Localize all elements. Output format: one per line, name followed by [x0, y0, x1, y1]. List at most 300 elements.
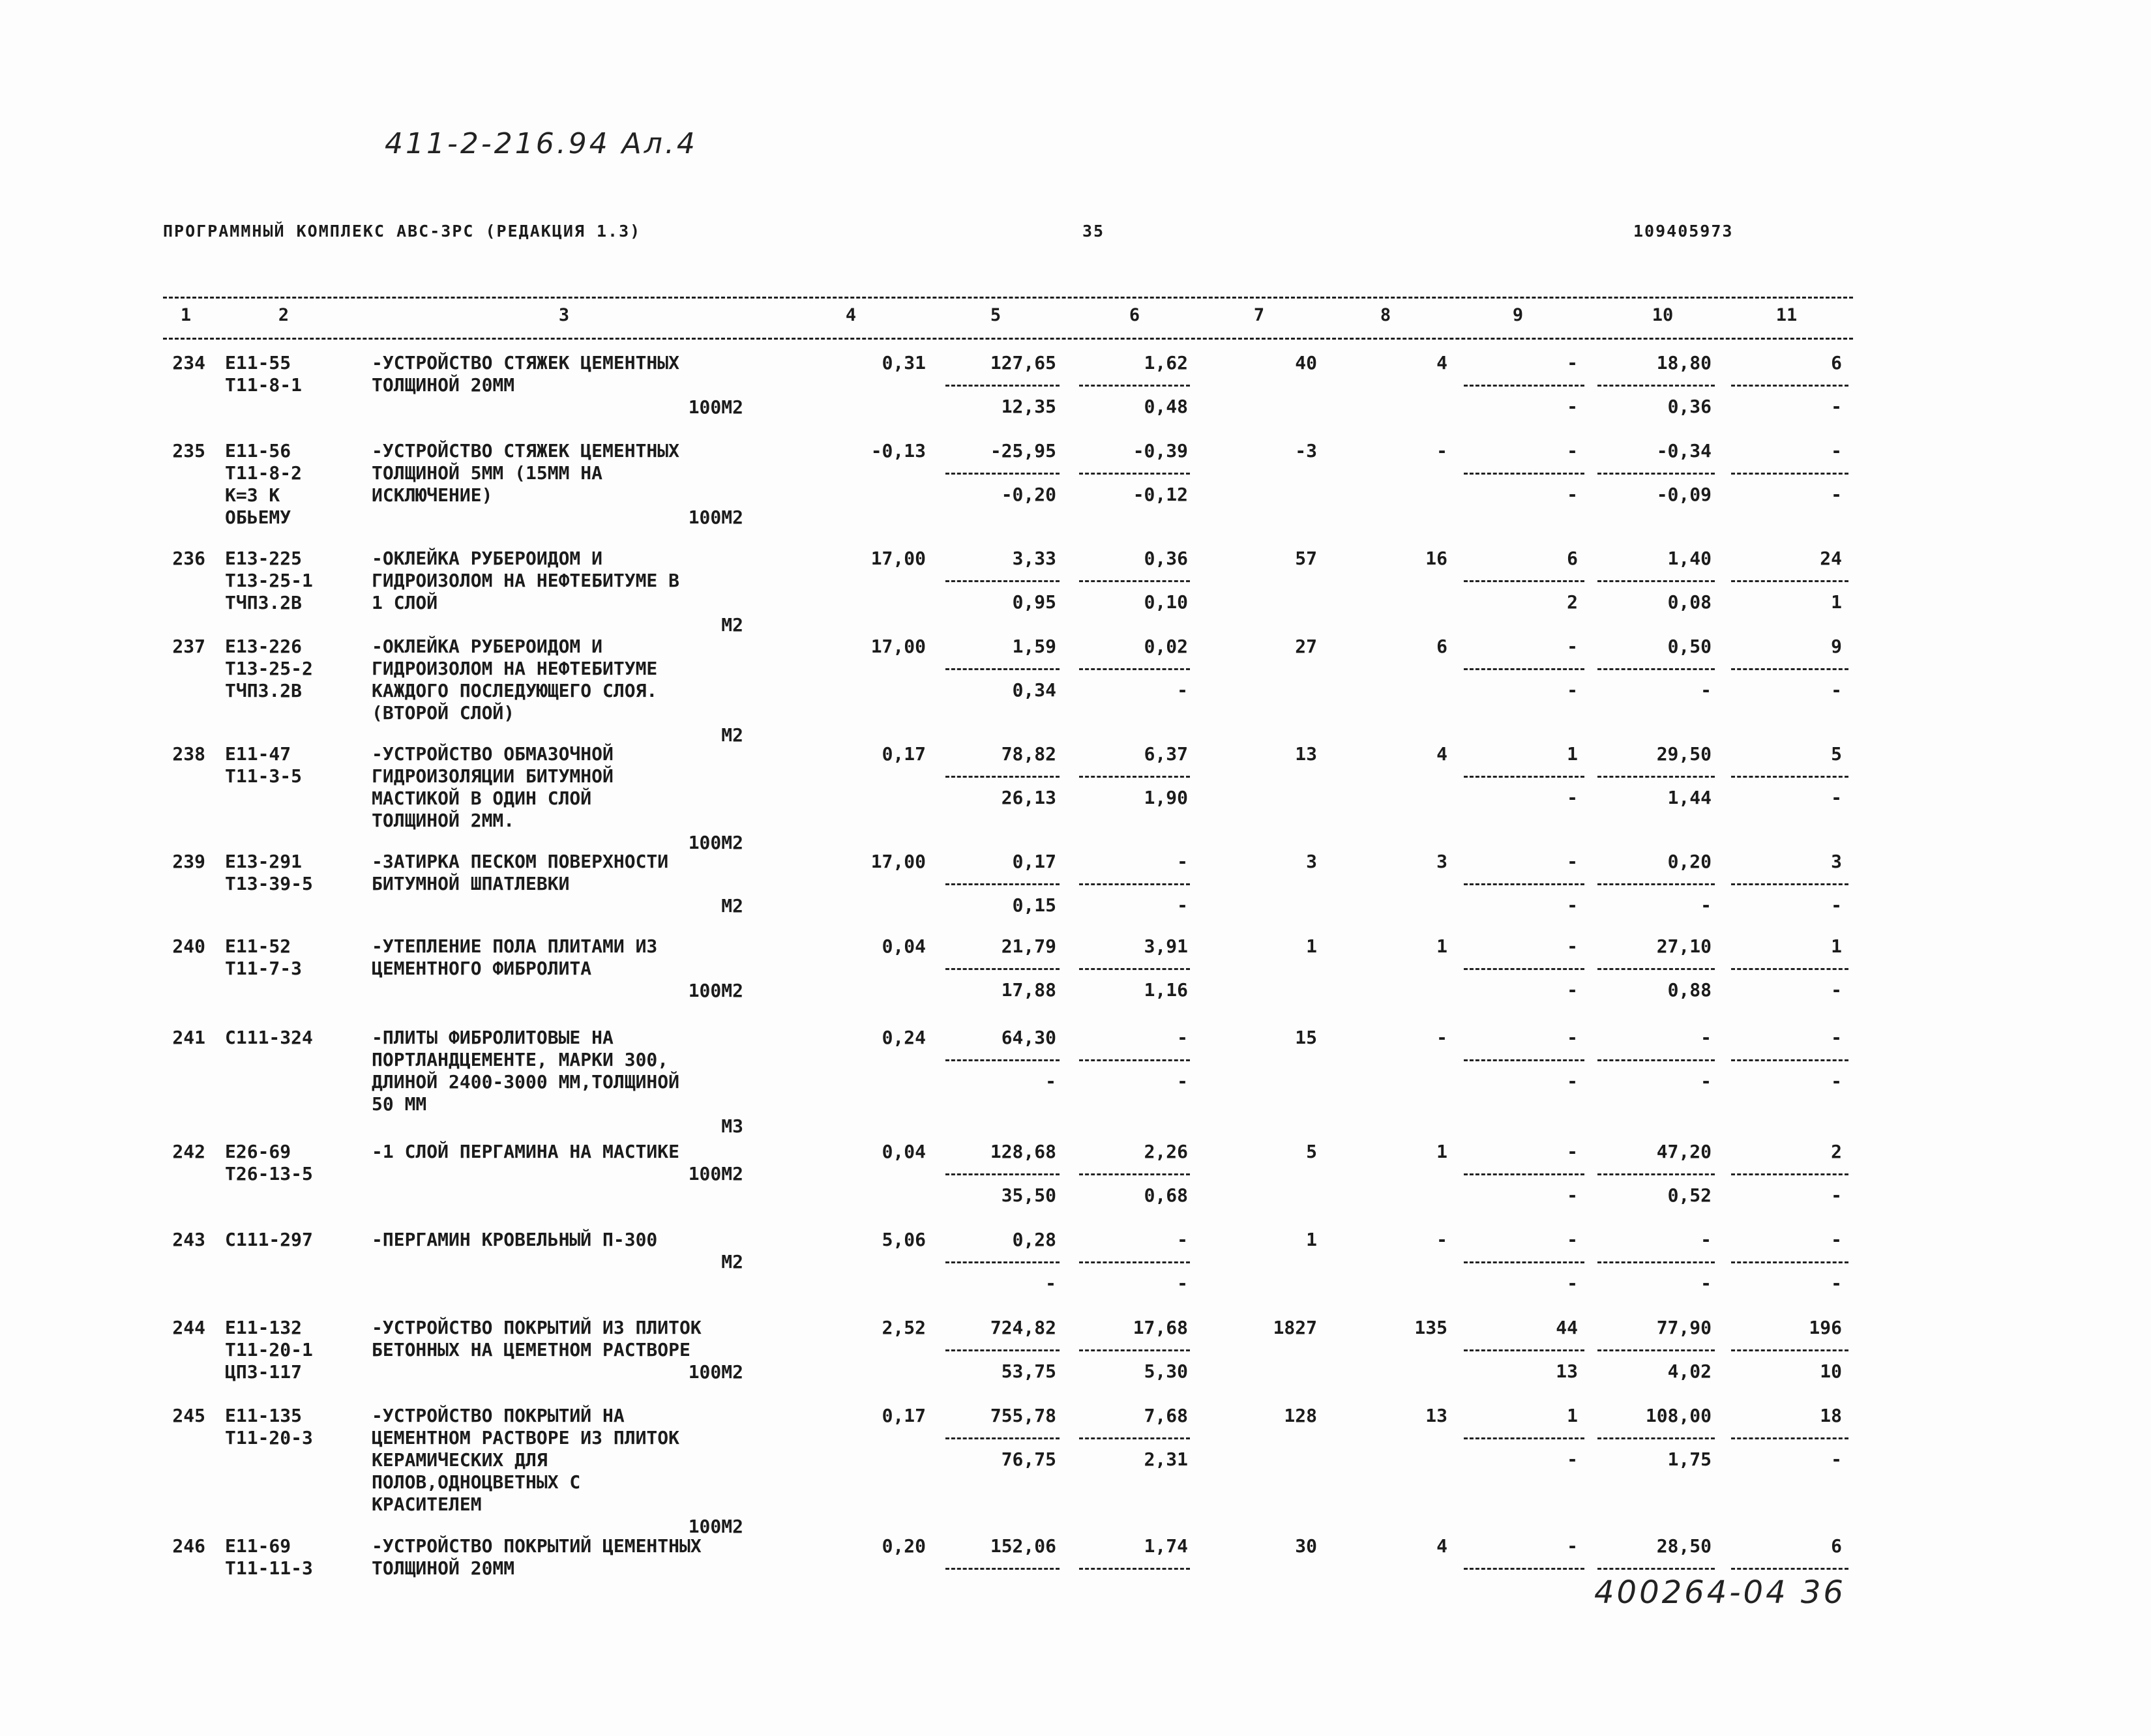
column-header: 10 — [1652, 305, 1674, 325]
table-row — [0, 743, 2151, 853]
value-c9-lower: 2 — [1567, 591, 1578, 613]
value-c10-lower: 0,08 — [1667, 591, 1712, 613]
value-c10-lower: 1,44 — [1667, 787, 1712, 808]
value-divider — [1079, 1568, 1190, 1570]
value-c8: 6 — [1436, 636, 1447, 657]
value-c8: 16 — [1425, 548, 1447, 569]
value-c5: 1,59 — [1012, 636, 1056, 657]
value-c5: 78,82 — [1001, 743, 1056, 765]
value-c10-lower: - — [1700, 1070, 1712, 1092]
value-divider — [945, 776, 1060, 778]
work-description: ТОЛЩИНОЙ 2ММ. — [372, 810, 515, 831]
value-c7: 13 — [1295, 743, 1317, 765]
value-divider — [1731, 668, 1848, 670]
value-c5-lower: 76,75 — [1001, 1449, 1056, 1470]
rate-code: Т11-11-3 — [225, 1557, 313, 1579]
value-c7: 1827 — [1273, 1317, 1317, 1338]
value-c9: 1 — [1567, 1405, 1578, 1426]
value-c5: 64,30 — [1001, 1027, 1056, 1048]
value-c11: - — [1831, 440, 1842, 462]
value-c6: - — [1177, 1229, 1188, 1250]
value-divider — [1731, 1568, 1848, 1570]
value-c11-lower: - — [1831, 484, 1842, 505]
work-description: -УТЕПЛЕНИЕ ПОЛА ПЛИТАМИ ИЗ — [372, 935, 658, 957]
value-c6: -0,39 — [1133, 440, 1188, 462]
value-c8: 4 — [1436, 1535, 1447, 1557]
value-c6-lower: 2,31 — [1144, 1449, 1188, 1470]
value-c6-lower: - — [1177, 679, 1188, 701]
unit-of-measure: 100М2 — [688, 1516, 743, 1537]
value-divider — [1597, 883, 1715, 885]
value-c5-lower: - — [1045, 1273, 1056, 1294]
value-c6: - — [1177, 851, 1188, 872]
value-c4: 5,06 — [882, 1229, 926, 1250]
rate-code: С111-324 — [225, 1027, 313, 1048]
value-c9: - — [1567, 636, 1578, 657]
table-row — [0, 352, 2151, 418]
value-divider — [1464, 883, 1584, 885]
value-divider — [1464, 1568, 1584, 1570]
value-c10: - — [1700, 1027, 1712, 1048]
column-header: 8 — [1380, 305, 1391, 325]
value-c7: 15 — [1295, 1027, 1317, 1048]
unit-of-measure: М2 — [721, 1251, 743, 1273]
value-c10: 77,90 — [1656, 1317, 1712, 1338]
rate-code: Т13-25-1 — [225, 570, 313, 591]
value-c10-lower: -0,09 — [1656, 484, 1712, 505]
value-c5: 128,68 — [990, 1141, 1056, 1162]
value-c10: 108,00 — [1645, 1405, 1712, 1426]
value-c11: 6 — [1831, 352, 1842, 374]
work-description: ГИДРОИЗОЛОМ НА НЕФТЕБИТУМЕ В — [372, 570, 680, 591]
rate-code: Е11-69 — [225, 1535, 291, 1557]
work-description: ТОЛЩИНОЙ 20ММ — [372, 1557, 515, 1579]
rate-code: ТЧП3.2В — [225, 680, 303, 701]
value-c10-lower: 0,88 — [1667, 979, 1712, 1001]
value-c11: - — [1831, 1229, 1842, 1250]
value-divider — [945, 1059, 1060, 1061]
value-c5-lower: 35,50 — [1001, 1184, 1056, 1206]
value-divider — [1597, 385, 1715, 387]
unit-of-measure: М2 — [721, 614, 743, 636]
value-c4: 17,00 — [870, 636, 926, 657]
work-description: ЦЕМЕНТНОГО ФИБРОЛИТА — [372, 958, 592, 979]
work-description: -УСТРОЙСТВО СТЯЖЕК ЦЕМЕНТНЫХ — [372, 440, 680, 462]
table-row — [0, 440, 2151, 528]
value-c9-lower: - — [1567, 787, 1578, 808]
value-c5: 755,78 — [990, 1405, 1056, 1426]
value-c11: 2 — [1831, 1141, 1842, 1162]
value-c7: 1 — [1306, 935, 1317, 957]
value-c11: 5 — [1831, 743, 1842, 765]
column-header: 11 — [1775, 305, 1798, 325]
value-c9: - — [1567, 935, 1578, 957]
work-description: ИСКЛЮЧЕНИЕ) — [372, 484, 493, 506]
rate-code: Е13-291 — [225, 851, 303, 872]
unit-of-measure: М2 — [721, 895, 743, 917]
value-c8: 4 — [1436, 352, 1447, 374]
value-divider — [945, 1261, 1060, 1263]
work-description: КАЖДОГО ПОСЛЕДУЮЩЕГО СЛОЯ. — [372, 680, 658, 701]
value-divider — [1079, 668, 1190, 670]
value-c6-lower: - — [1177, 1273, 1188, 1294]
handwritten-doc-number: 411-2-216.94 Ал.4 — [385, 127, 698, 160]
column-header: 2 — [278, 305, 289, 325]
unit-of-measure: М3 — [721, 1115, 743, 1137]
value-divider — [1731, 776, 1848, 778]
rate-code: Т11-3-5 — [225, 765, 303, 787]
value-divider — [1731, 883, 1848, 885]
value-c9-lower: - — [1567, 679, 1578, 701]
value-c11-lower: - — [1831, 894, 1842, 916]
value-c5: 724,82 — [990, 1317, 1056, 1338]
row-number: 243 — [172, 1229, 205, 1250]
value-c5: 127,65 — [990, 352, 1056, 374]
column-header: 5 — [990, 305, 1001, 325]
value-c7: 27 — [1295, 636, 1317, 657]
rate-code: Е11-52 — [225, 935, 291, 957]
unit-of-measure: 100М2 — [688, 980, 743, 1001]
value-divider — [1597, 1173, 1715, 1175]
rate-code: Е26-69 — [225, 1141, 291, 1162]
value-c10-lower: 4,02 — [1667, 1361, 1712, 1382]
value-c7: -3 — [1295, 440, 1317, 462]
value-divider — [945, 385, 1060, 387]
value-c5: 0,28 — [1012, 1229, 1056, 1250]
value-divider — [1731, 473, 1848, 475]
value-divider — [1079, 580, 1190, 582]
value-c6: 6,37 — [1144, 743, 1188, 765]
value-c10: 1,40 — [1667, 548, 1712, 569]
value-c7: 30 — [1295, 1535, 1317, 1557]
value-c6-lower: 1,90 — [1144, 787, 1188, 808]
value-divider — [1597, 1568, 1715, 1570]
work-description: -ЗАТИРКА ПЕСКОМ ПОВЕРХНОСТИ — [372, 851, 669, 872]
value-c10: 0,50 — [1667, 636, 1712, 657]
value-c5: -25,95 — [990, 440, 1056, 462]
row-number: 242 — [172, 1141, 205, 1162]
value-c9: 1 — [1567, 743, 1578, 765]
value-c9: - — [1567, 352, 1578, 374]
row-number: 239 — [172, 851, 205, 872]
work-description: КЕРАМИЧЕСКИХ ДЛЯ — [372, 1449, 548, 1471]
value-divider — [945, 968, 1060, 970]
column-header: 4 — [845, 305, 857, 325]
value-c9-lower: - — [1567, 979, 1578, 1001]
rate-code: Е11-47 — [225, 743, 291, 765]
value-c7: 1 — [1306, 1229, 1317, 1250]
value-divider — [1079, 1059, 1190, 1061]
value-c4: 0,20 — [882, 1535, 926, 1557]
work-description: -УСТРОЙСТВО СТЯЖЕК ЦЕМЕНТНЫХ — [372, 352, 680, 374]
rate-code: ОБЬЕМУ — [225, 507, 291, 528]
value-c9: 6 — [1567, 548, 1578, 569]
value-c11: 24 — [1820, 548, 1842, 569]
work-description: ТОЛЩИНОЙ 5ММ (15ММ НА — [372, 462, 603, 484]
value-divider — [1597, 1261, 1715, 1263]
value-c5: 0,17 — [1012, 851, 1056, 872]
value-divider — [1464, 1349, 1584, 1351]
work-description: -ОКЛЕЙКА РУБЕРОИДОМ И — [372, 636, 603, 657]
rate-code: Т13-25-2 — [225, 658, 313, 679]
work-description: ПОЛОВ,ОДНОЦВЕТНЫХ С — [372, 1471, 581, 1493]
value-c7: 57 — [1295, 548, 1317, 569]
value-divider — [1731, 1437, 1848, 1439]
value-c6-lower: 0,68 — [1144, 1184, 1188, 1206]
column-header: 9 — [1512, 305, 1524, 325]
unit-of-measure: 100М2 — [688, 832, 743, 853]
value-divider — [1079, 385, 1190, 387]
value-c8: 13 — [1425, 1405, 1447, 1426]
rate-code: Т11-7-3 — [225, 958, 303, 979]
rate-code: ТЧП3.2В — [225, 592, 303, 613]
work-description: ГИДРОИЗОЛОМ НА НЕФТЕБИТУМЕ — [372, 658, 658, 679]
value-c5-lower: 17,88 — [1001, 979, 1056, 1001]
row-number: 234 — [172, 352, 205, 374]
value-divider — [1464, 473, 1584, 475]
work-description: (ВТОРОЙ СЛОЙ) — [372, 702, 515, 724]
work-description: -1 СЛОЙ ПЕРГАМИНА НА МАСТИКЕ — [372, 1141, 680, 1162]
value-c9-lower: - — [1567, 1070, 1578, 1092]
value-c10: -0,34 — [1656, 440, 1712, 462]
value-c6: 0,02 — [1144, 636, 1188, 657]
row-number: 246 — [172, 1535, 205, 1557]
value-c9-lower: - — [1567, 1184, 1578, 1206]
unit-of-measure: 100М2 — [688, 1361, 743, 1383]
value-divider — [1597, 1437, 1715, 1439]
value-divider — [1079, 473, 1190, 475]
value-c11-lower: 10 — [1820, 1361, 1842, 1382]
row-number: 240 — [172, 935, 205, 957]
value-divider — [1464, 1437, 1584, 1439]
column-header-row — [163, 305, 1853, 332]
row-number: 245 — [172, 1405, 205, 1426]
value-c8: - — [1436, 1027, 1447, 1048]
value-c7: 3 — [1306, 851, 1317, 872]
value-c4: 2,52 — [882, 1317, 926, 1338]
value-c7: 5 — [1306, 1141, 1317, 1162]
row-number: 244 — [172, 1317, 205, 1338]
work-description: 1 СЛОЙ — [372, 592, 438, 613]
value-c9: - — [1567, 1535, 1578, 1557]
work-description: КРАСИТЕЛЕМ — [372, 1493, 482, 1515]
value-divider — [1597, 473, 1715, 475]
value-c11-lower: - — [1831, 679, 1842, 701]
value-c10-lower: - — [1700, 1273, 1712, 1294]
value-c5-lower: 26,13 — [1001, 787, 1056, 808]
value-divider — [945, 1349, 1060, 1351]
value-c9: - — [1567, 1229, 1578, 1250]
unit-of-measure: 100М2 — [688, 396, 743, 418]
value-divider — [1731, 580, 1848, 582]
work-description: ПОРТЛАНДЦЕМЕНТЕ, МАРКИ 300, — [372, 1049, 669, 1070]
value-c10-lower: - — [1700, 679, 1712, 701]
value-c7: 40 — [1295, 352, 1317, 374]
value-c6-lower: 1,16 — [1144, 979, 1188, 1001]
work-description: БИТУМНОЙ ШПАТЛЕВКИ — [372, 873, 570, 894]
value-c9: - — [1567, 1027, 1578, 1048]
value-c4: 17,00 — [870, 548, 926, 569]
rate-code: Е13-226 — [225, 636, 303, 657]
value-c11-lower: - — [1831, 396, 1842, 417]
value-divider — [1731, 1349, 1848, 1351]
work-description: ЦЕМЕНТНОМ РАСТВОРЕ ИЗ ПЛИТОК — [372, 1427, 680, 1449]
value-divider — [1731, 1059, 1848, 1061]
value-c5: 152,06 — [990, 1535, 1056, 1557]
value-c9: - — [1567, 851, 1578, 872]
value-divider — [945, 668, 1060, 670]
value-c11: 1 — [1831, 935, 1842, 957]
value-c4: -0,13 — [870, 440, 926, 462]
value-c11: 196 — [1809, 1317, 1842, 1338]
rate-code: Е11-55 — [225, 352, 291, 374]
value-c5-lower: 0,15 — [1012, 894, 1056, 916]
value-divider — [1731, 968, 1848, 970]
value-c9: 44 — [1556, 1317, 1578, 1338]
value-c11: 18 — [1820, 1405, 1842, 1426]
value-c6-lower: -0,12 — [1133, 484, 1188, 505]
value-divider — [1464, 776, 1584, 778]
value-divider — [1079, 1173, 1190, 1175]
value-c9-lower: 13 — [1556, 1361, 1578, 1382]
table-row — [0, 935, 2151, 1001]
value-c8: 4 — [1436, 743, 1447, 765]
value-divider — [945, 473, 1060, 475]
value-divider — [945, 1173, 1060, 1175]
value-c4: 0,04 — [882, 1141, 926, 1162]
value-divider — [1079, 776, 1190, 778]
work-description: -УСТРОЙСТВО ПОКРЫТИЙ НА — [372, 1405, 625, 1426]
value-c11-lower: 1 — [1831, 591, 1842, 613]
value-divider — [1597, 776, 1715, 778]
row-number: 235 — [172, 440, 205, 462]
rate-code: Т11-20-1 — [225, 1339, 313, 1361]
rate-code: Т11-8-2 — [225, 462, 303, 484]
value-c6-lower: 0,10 — [1144, 591, 1188, 613]
value-c8: 1 — [1436, 1141, 1447, 1162]
value-c6: 3,91 — [1144, 935, 1188, 957]
column-header: 6 — [1129, 305, 1140, 325]
rate-code: Т26-13-5 — [225, 1163, 313, 1184]
value-c8: - — [1436, 440, 1447, 462]
value-c9: - — [1567, 440, 1578, 462]
rate-code: Т13-39-5 — [225, 873, 313, 894]
value-c7: 128 — [1284, 1405, 1317, 1426]
value-divider — [1079, 1437, 1190, 1439]
value-divider — [1464, 580, 1584, 582]
value-divider — [1597, 668, 1715, 670]
value-c6-lower: - — [1177, 894, 1188, 916]
unit-of-measure: 100М2 — [688, 1163, 743, 1184]
value-c8: 1 — [1436, 935, 1447, 957]
unit-of-measure: 100М2 — [688, 507, 743, 528]
value-c9-lower: - — [1567, 1449, 1578, 1470]
value-c6-lower: 5,30 — [1144, 1361, 1188, 1382]
row-number: 241 — [172, 1027, 205, 1048]
rate-code: Е11-135 — [225, 1405, 303, 1426]
value-c5: 21,79 — [1001, 935, 1056, 957]
value-divider — [1597, 1059, 1715, 1061]
value-c9-lower: - — [1567, 484, 1578, 505]
rate-code: ЦП3-117 — [225, 1361, 303, 1383]
header-rule-bottom — [163, 338, 1853, 340]
value-c9: - — [1567, 1141, 1578, 1162]
value-c10-lower: 0,36 — [1667, 396, 1712, 417]
doc-code: 109405973 — [1633, 222, 1734, 241]
value-c10: 18,80 — [1656, 352, 1712, 374]
value-divider — [1464, 968, 1584, 970]
work-description: БЕТОННЫХ НА ЦЕМЕТНОМ РАСТВОРЕ — [372, 1339, 690, 1361]
rate-code: С111-297 — [225, 1229, 313, 1250]
value-divider — [1731, 385, 1848, 387]
value-c10: - — [1700, 1229, 1712, 1250]
value-divider — [1731, 1261, 1848, 1263]
value-c6: 17,68 — [1133, 1317, 1188, 1338]
handwritten-sheet-number: 400264-04 36 — [1594, 1574, 1846, 1611]
value-c9-lower: - — [1567, 1273, 1578, 1294]
value-c6: 2,26 — [1144, 1141, 1188, 1162]
work-description: -ПЕРГАМИН КРОВЕЛЬНЫЙ П-300 — [372, 1229, 658, 1250]
value-c5-lower: 0,95 — [1012, 591, 1056, 613]
column-header: 3 — [558, 305, 570, 325]
row-number: 237 — [172, 636, 205, 657]
value-c6: 1,74 — [1144, 1535, 1188, 1557]
value-divider — [1464, 668, 1584, 670]
value-divider — [1597, 580, 1715, 582]
value-c9-lower: - — [1567, 894, 1578, 916]
value-divider — [1731, 1173, 1848, 1175]
rate-code: Т11-8-1 — [225, 374, 303, 396]
value-c11-lower: - — [1831, 787, 1842, 808]
value-divider — [1597, 968, 1715, 970]
work-description: -ПЛИТЫ ФИБРОЛИТОВЫЕ НА — [372, 1027, 614, 1048]
value-c8: 3 — [1436, 851, 1447, 872]
value-c9-lower: - — [1567, 396, 1578, 417]
row-number: 238 — [172, 743, 205, 765]
value-divider — [1464, 1261, 1584, 1263]
value-c10: 29,50 — [1656, 743, 1712, 765]
value-c5-lower: 53,75 — [1001, 1361, 1056, 1382]
work-description: ДЛИНОЙ 2400-3000 ММ,ТОЛЩИНОЙ — [372, 1071, 680, 1093]
value-c10: 28,50 — [1656, 1535, 1712, 1557]
work-description: -УСТРОЙСТВО ПОКРЫТИЙ ИЗ ПЛИТОК — [372, 1317, 702, 1338]
value-c5: 3,33 — [1012, 548, 1056, 569]
value-c10-lower: - — [1700, 894, 1712, 916]
value-c11: 6 — [1831, 1535, 1842, 1557]
value-c5-lower: -0,20 — [1001, 484, 1056, 505]
header-rule-top — [163, 297, 1853, 299]
value-divider — [1079, 1349, 1190, 1351]
value-c4: 0,24 — [882, 1027, 926, 1048]
value-c10-lower: 0,52 — [1667, 1184, 1712, 1206]
value-c5-lower: 0,34 — [1012, 679, 1056, 701]
value-c11-lower: - — [1831, 979, 1842, 1001]
value-c6-lower: 0,48 — [1144, 396, 1188, 417]
value-c10: 27,10 — [1656, 935, 1712, 957]
value-divider — [1079, 1261, 1190, 1263]
value-c4: 0,17 — [882, 743, 926, 765]
value-c4: 0,04 — [882, 935, 926, 957]
value-divider — [945, 580, 1060, 582]
value-c11-lower: - — [1831, 1273, 1842, 1294]
work-description: -УСТРОЙСТВО ОБМАЗОЧНОЙ — [372, 743, 614, 765]
work-description: -УСТРОЙСТВО ПОКРЫТИЙ ЦЕМЕНТНЫХ — [372, 1535, 702, 1557]
work-description: ТОЛЩИНОЙ 20ММ — [372, 374, 515, 396]
page-number: 35 — [1082, 222, 1105, 241]
rate-code: Е11-56 — [225, 440, 291, 462]
column-header: 1 — [180, 305, 192, 325]
value-c5-lower: 12,35 — [1001, 396, 1056, 417]
